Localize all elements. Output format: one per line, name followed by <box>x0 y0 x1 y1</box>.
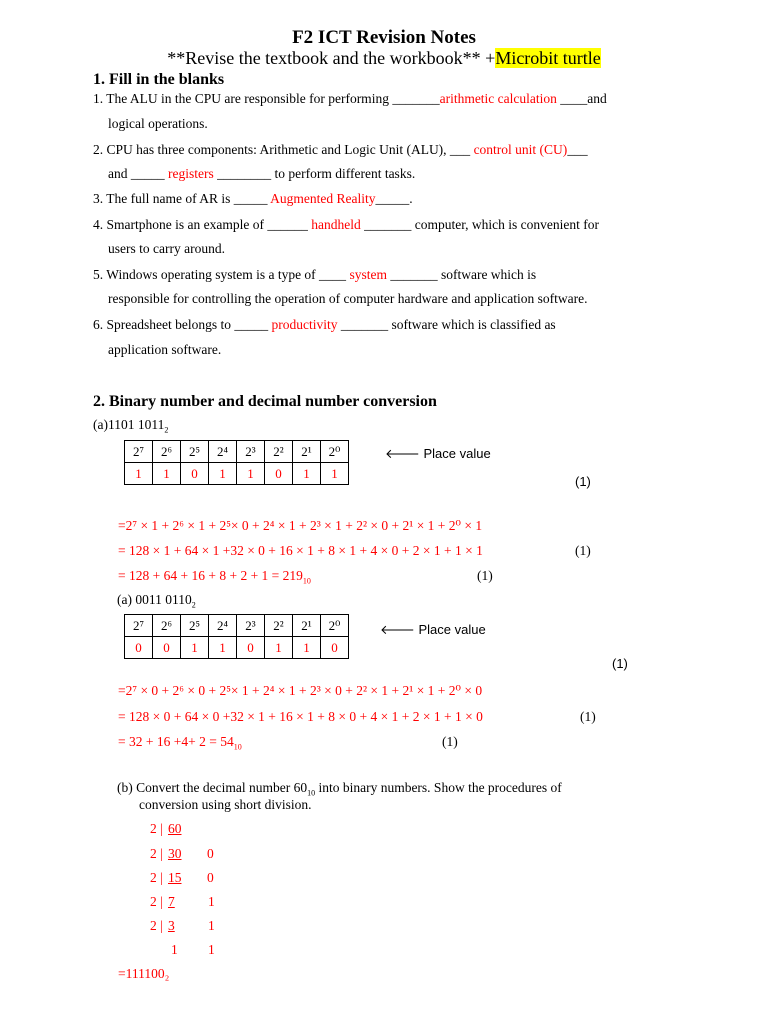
a1-mark-2: (1) <box>575 543 591 558</box>
a1-mark-3: (1) <box>477 568 493 583</box>
bit-cell: 0 <box>181 463 209 485</box>
q1-text-end: ____and <box>556 91 607 106</box>
mark-table-1: (1) <box>575 474 591 489</box>
a2-mark-2: (1) <box>580 709 596 724</box>
place-value-cell: 2⁶ <box>153 441 181 463</box>
q2-text: 2. CPU has three components: Arithmetic and Logic Unit (ALU), ___ <box>93 142 474 157</box>
division-remainder: 1 <box>208 942 215 957</box>
part-b-question <box>117 780 562 796</box>
place-value-cell: 2⁵ <box>181 615 209 637</box>
bit-cell: 1 <box>209 463 237 485</box>
bit-cell: 1 <box>321 463 349 485</box>
q2-line2-end: ________ to perform different tasks. <box>213 166 416 181</box>
division-divisor: 2 | <box>150 870 163 885</box>
part-b-text: (b) Convert the decimal number 60 <box>117 780 308 795</box>
q2-text-end: ___ <box>567 142 588 157</box>
place-value-callout-1: 🡐 Place value <box>385 446 491 461</box>
division-divisor: 2 | <box>150 894 163 909</box>
place-value-cell: 2² <box>265 615 293 637</box>
question-5-line2: responsible for controlling the operation of computer hardware and application software. <box>108 291 588 306</box>
q3-answer: Augmented Reality <box>270 191 376 206</box>
q5-text-end: _______ software which is <box>386 267 537 282</box>
question-4 <box>93 217 599 233</box>
bit-row <box>125 637 349 659</box>
question-2 <box>93 142 588 158</box>
part-b-question-line2: conversion using short division. <box>139 797 312 812</box>
a2-result-base: 10 <box>233 742 242 752</box>
division-result: =111100₂ <box>118 966 170 981</box>
place-value-cell: 2⁶ <box>153 615 181 637</box>
bit-row <box>125 463 349 485</box>
bit-cell: 1 <box>125 463 153 485</box>
bit-cell: 0 <box>153 637 181 659</box>
q1-answer: arithmetic calculation <box>439 91 557 106</box>
a1-result-base: 10 <box>302 576 311 586</box>
a1-result-value: = 128 + 64 + 16 + 8 + 2 + 1 = 219 <box>118 568 303 583</box>
a1-multiplication: = 128 × 1 + 64 × 1 +32 × 0 + 16 × 1 + 8 × 1 + 4 × 0 + 2 × 1 + 1 × 1 <box>118 543 483 558</box>
division-divisor: 2 | <box>150 918 163 933</box>
a2-expansion: =2⁷ × 0 + 2⁶ × 0 + 2⁵× 1 + 2⁴ × 1 + 2³ × 0 + 2² × 1 + 2¹ × 1 + 2⁰ × 0 <box>118 683 483 698</box>
bit-cell: 0 <box>237 637 265 659</box>
question-3 <box>93 191 413 207</box>
bit-cell: 0 <box>125 637 153 659</box>
q3-text: 3. The full name of AR is _____ <box>93 191 271 206</box>
bit-cell: 1 <box>209 637 237 659</box>
q4-text: 4. Smartphone is an example of ______ <box>93 217 312 232</box>
part-a2-number: (a) 0011 0110 <box>117 592 192 607</box>
place-value-cell: 2² <box>265 441 293 463</box>
part-a1-number: (a)1101 1011 <box>93 417 165 432</box>
place-value-cell: 2⁰ <box>321 441 349 463</box>
subtitle-text: **Revise the textbook and the workbook** + <box>167 48 496 68</box>
place-value-cell: 2⁷ <box>125 615 153 637</box>
part-a2-label <box>117 592 196 608</box>
part-b-base: 10 <box>307 788 316 798</box>
q5-text: 5. Windows operating system is a type of ____ <box>93 267 350 282</box>
question-6-line2: application software. <box>108 342 222 357</box>
place-value-callout-2: 🡐 Place value <box>380 622 486 637</box>
q5-answer: system <box>349 267 387 282</box>
division-quotient: 15 <box>168 870 182 885</box>
place-value-row <box>125 441 349 463</box>
place-value-cell: 2⁷ <box>125 441 153 463</box>
division-quotient: 3 <box>168 918 175 933</box>
place-value-cell: 2⁴ <box>209 441 237 463</box>
division-divisor: 2 | <box>150 846 163 861</box>
a2-result-value: = 32 + 16 +4+ 2 = 54 <box>118 734 234 749</box>
part-a2-base: 2 <box>191 600 196 610</box>
place-value-table-1 <box>124 440 349 485</box>
bit-cell: 1 <box>293 637 321 659</box>
a1-expansion: =2⁷ × 1 + 2⁶ × 1 + 2⁵× 0 + 2⁴ × 1 + 2³ × 1 + 2² × 0 + 2¹ × 1 + 2⁰ × 1 <box>118 518 483 533</box>
division-divisor: 2 | <box>150 821 163 836</box>
part-b-text-end: into binary numbers. Show the procedures of <box>315 780 562 795</box>
q1-text: 1. The ALU in the CPU are responsible for performing _______ <box>93 91 440 106</box>
page-title: F2 ICT Revision Notes <box>292 27 476 48</box>
place-value-row <box>125 615 349 637</box>
page-subtitle <box>0 48 768 69</box>
mark-table-2: (1) <box>612 656 628 671</box>
division-remainder: 1 <box>208 918 215 933</box>
place-value-table-2 <box>124 614 349 659</box>
place-value-cell: 2³ <box>237 441 265 463</box>
q2-answer-1: control unit (CU) <box>473 142 568 157</box>
bit-cell: 0 <box>321 637 349 659</box>
subtitle-highlight: Microbit turtle <box>495 48 601 68</box>
division-remainder: 0 <box>207 870 214 885</box>
q3-text-end: _____. <box>375 191 413 206</box>
bit-cell: 1 <box>153 463 181 485</box>
part-a1-label <box>93 417 168 433</box>
q4-answer: handheld <box>311 217 361 232</box>
division-remainder: 0 <box>207 846 214 861</box>
a2-result <box>118 734 242 750</box>
q2-answer-2: registers <box>168 166 214 181</box>
bit-cell: 0 <box>265 463 293 485</box>
division-quotient: 1 <box>171 942 178 957</box>
a2-multiplication: = 128 × 0 + 64 × 0 +32 × 1 + 16 × 1 + 8 × 0 + 4 × 1 + 2 × 1 + 1 × 0 <box>118 709 483 724</box>
bit-cell: 1 <box>265 637 293 659</box>
q6-text: 6. Spreadsheet belongs to _____ <box>93 317 272 332</box>
place-value-cell: 2⁰ <box>321 615 349 637</box>
bit-cell: 1 <box>181 637 209 659</box>
division-quotient: 60 <box>168 821 182 836</box>
a2-mark-3: (1) <box>442 734 458 749</box>
division-quotient: 7 <box>168 894 175 909</box>
place-value-cell: 2⁵ <box>181 441 209 463</box>
place-value-cell: 2¹ <box>293 615 321 637</box>
division-quotient: 30 <box>168 846 182 861</box>
question-4-line2: users to carry around. <box>108 241 225 256</box>
place-value-cell: 2¹ <box>293 441 321 463</box>
place-value-cell: 2³ <box>237 615 265 637</box>
question-1 <box>93 91 607 107</box>
part-a1-base: 2 <box>164 425 169 435</box>
question-2-line2 <box>108 166 415 182</box>
place-value-cell: 2⁴ <box>209 615 237 637</box>
division-remainder: 1 <box>208 894 215 909</box>
q4-text-end: _______ computer, which is convenient for <box>360 217 599 232</box>
a1-result <box>118 568 311 584</box>
q6-answer: productivity <box>271 317 338 332</box>
q2-line2-text: and _____ <box>108 166 168 181</box>
bit-cell: 1 <box>293 463 321 485</box>
q6-text-end: _______ software which is classified as <box>337 317 556 332</box>
question-5 <box>93 267 536 283</box>
section2-heading: 2. Binary number and decimal number conversion <box>93 393 437 410</box>
question-1-line2: logical operations. <box>108 116 208 131</box>
section1-heading: 1. Fill in the blanks <box>93 71 225 88</box>
question-6 <box>93 317 556 333</box>
bit-cell: 1 <box>237 463 265 485</box>
